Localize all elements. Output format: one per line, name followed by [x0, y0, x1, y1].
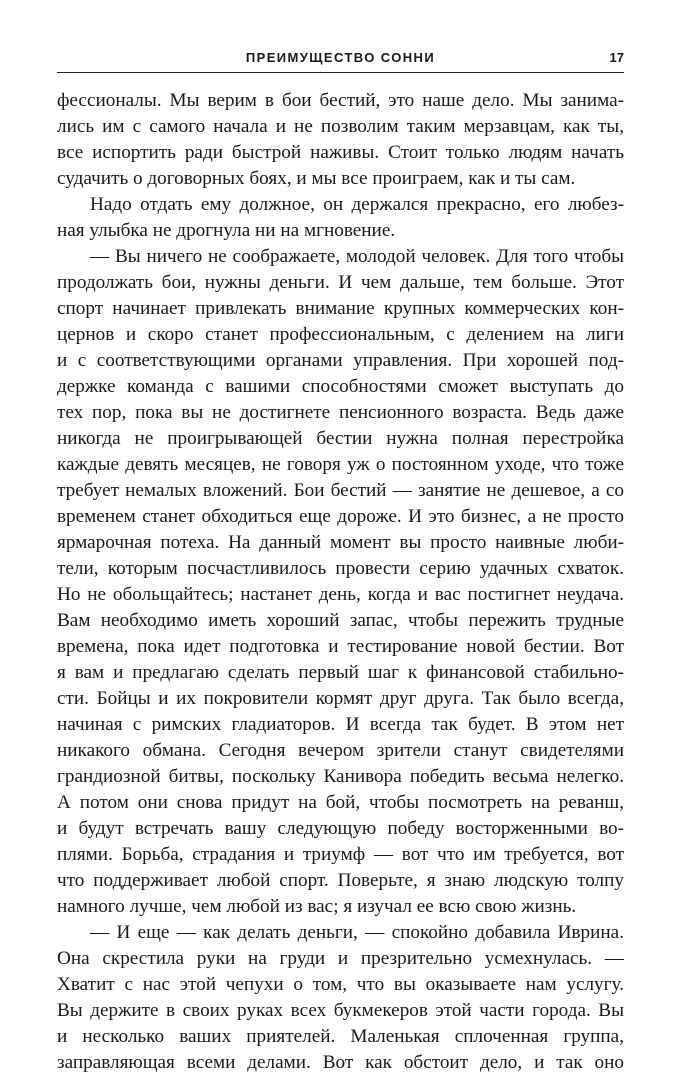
text-line: ярмарочная потеха. На данный момент вы просто наивные люби-: [57, 532, 624, 553]
text-line: я вам и предлагаю сделать первый шаг к финансовой стабильно-: [57, 662, 624, 683]
text-line: времена, пока идет подготовка и тестирование новой бестии. Вот: [57, 636, 624, 657]
text-line: Хватит с нас этой чепухи о том, что вы оказываете нам услугу.: [57, 974, 624, 995]
text-line: и несколько ваших приятелей. Маленькая сплоченная группа,: [57, 1026, 624, 1047]
text-line: Вы держите в своих руках всех букмекеров этой части города. Вы: [57, 1000, 624, 1021]
text-line: Но не обольщайтесь; настанет день, когда и вас постигнет неудача.: [57, 584, 624, 605]
text-line: никогда не проигрывающей бестии нужна полная перестройка: [57, 428, 624, 449]
text-line: продолжать бои, нужны деньги. И чем дальше, тем больше. Этот: [57, 272, 624, 293]
text-line: заправляющая всеми делами. Вот как обстоит дело, и так оно: [57, 1052, 624, 1073]
text-line: и будут встречать вашу следующую победу восторженными во-: [57, 818, 624, 839]
text-line: грандиозной битвы, поскольку Канивора победить весьма нелегко.: [57, 766, 624, 787]
text-line: Надо отдать ему должное, он держался прекрасно, его любез-: [90, 194, 624, 215]
running-header: [57, 48, 624, 73]
text-line: тех пор, пока вы не достигнете пенсионного возраста. Ведь даже: [57, 402, 624, 423]
text-line: — И еще — как делать деньги, — спокойно добавила Иврина.: [90, 922, 624, 943]
text-line: все испортить ради быстрой наживы. Стоит только людям начать: [57, 142, 624, 163]
page-number: 17: [609, 50, 624, 65]
text-line: Вам необходимо иметь хороший запас, чтобы пережить трудные: [57, 610, 624, 631]
text-line: временем станет обходиться еще дороже. И это бизнес, а не просто: [57, 506, 624, 527]
text-line: — Вы ничего не соображаете, молодой человек. Для того чтобы: [90, 246, 624, 267]
text-line: и с соответствующими органами управления. При хорошей под-: [57, 350, 624, 371]
text-line: никакого обмана. Сегодня вечером зрители станут свидетелями: [57, 740, 624, 761]
text-line: держке команда с вашими способностями сможет выступать до: [57, 376, 624, 397]
text-line: А потом они снова придут на бой, чтобы посмотреть на реванш,: [57, 792, 624, 813]
text-line: судачить о договорных боях, и мы все проиграем, как и ты сам.: [57, 168, 576, 189]
text-line: ная улыбка не дрогнула ни на мгновение.: [57, 220, 396, 241]
text-line: плями. Борьба, страдания и триумф — вот что им требуется, вот: [57, 844, 624, 865]
running-title: ПРЕИМУЩЕСТВО СОННИ: [245, 50, 436, 65]
text-line: каждые девять месяцев, не говоря уж о постоянном уходе, что тоже: [57, 454, 624, 475]
text-line: цернов и скоро станет профессиональным, с делением на лиги: [57, 324, 624, 345]
text-line: требует немалых вложений. Бои бестий — занятие не дешевое, а со: [57, 480, 624, 501]
text-line: тели, которым посчастливилось провести серию удачных схваток.: [57, 558, 624, 579]
text-line: что поддерживает любой спорт. Поверьте, я знаю людскую толпу: [57, 870, 624, 891]
text-line: Она скрестила руки на груди и презрительно усмехнулась. —: [57, 948, 624, 969]
text-line: спорт начинает привлекать внимание крупных коммерческих кон-: [57, 298, 624, 319]
text-line: намного лучше, чем любой из вас; я изучал ее всю свою жизнь.: [57, 896, 577, 917]
body-text: [57, 88, 624, 1076]
text-line: сти. Бойцы и их покровители кормят друг друга. Так было всегда,: [57, 688, 624, 709]
text-line: лись им с самого начала и не позволим таким мерзавцам, как ты,: [57, 116, 624, 137]
text-line: фессионалы. Мы верим в бои бестий, это наше дело. Мы занима-: [57, 90, 624, 111]
text-line: начиная с римских гладиаторов. И всегда так будет. В этом нет: [57, 714, 624, 735]
